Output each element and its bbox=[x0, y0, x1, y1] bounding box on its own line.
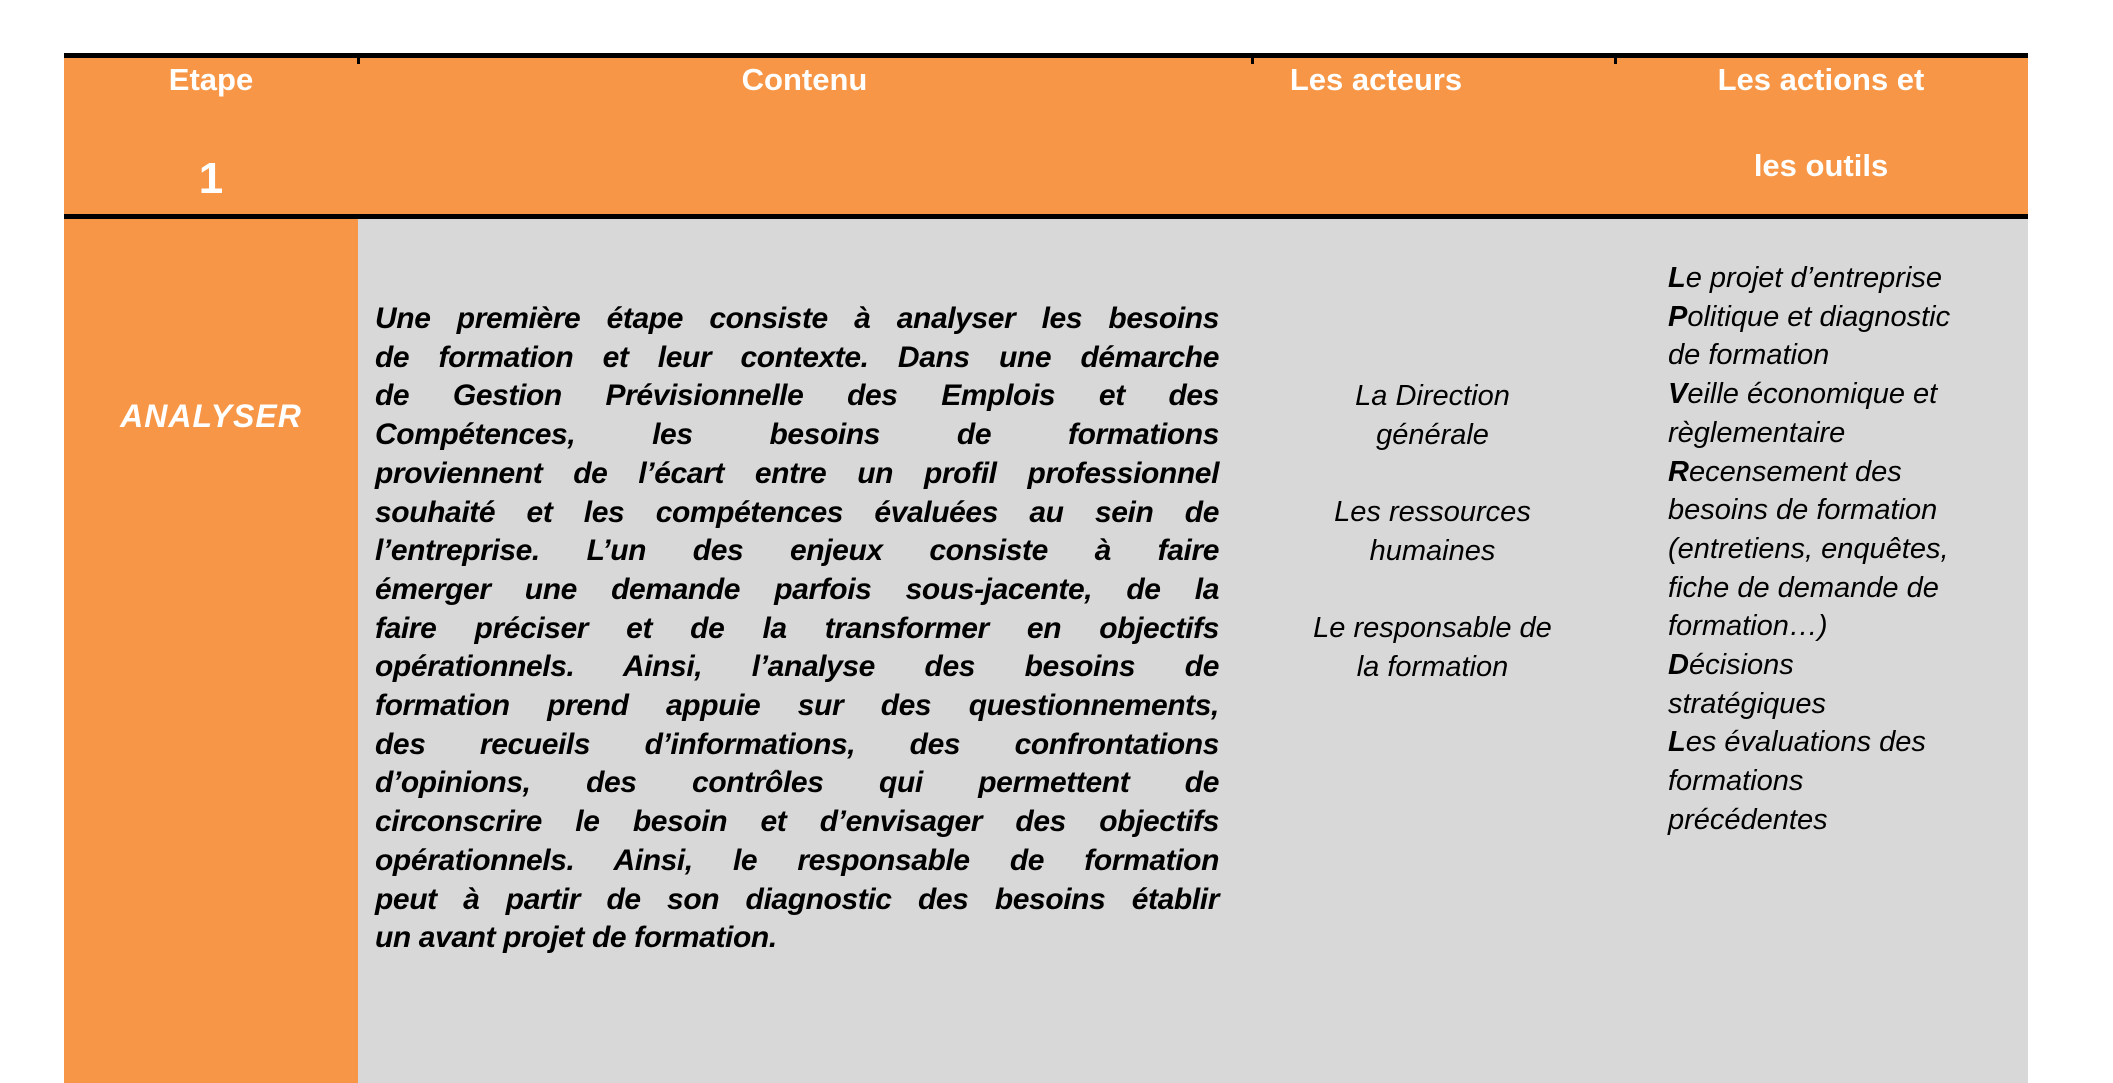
contenu-line: formation prend appuie sur des questionnements, bbox=[375, 689, 1219, 723]
header-contenu-label: Contenu bbox=[741, 62, 868, 97]
acteur-item bbox=[1251, 609, 1614, 686]
contenu-line: souhaité et les compétences évaluées au sein de bbox=[375, 495, 1219, 529]
acteur-text: générale bbox=[1376, 418, 1489, 451]
contenu-line: un avant projet de formation. bbox=[375, 921, 777, 955]
stage-name: ANALYSER bbox=[120, 398, 302, 434]
action-text-continued: formation…) bbox=[1668, 610, 1828, 643]
action-text-continued: fiche de demande de bbox=[1668, 571, 1939, 604]
acteur-item bbox=[1251, 493, 1614, 570]
column-divider-tick bbox=[1251, 58, 1254, 64]
contenu-line: opérationnels. Ainsi, le responsable de formation bbox=[375, 843, 1219, 877]
action-initial: P bbox=[1668, 300, 1688, 333]
contenu-line: de Gestion Prévisionnelle des Emplois et des bbox=[375, 379, 1219, 413]
action-item bbox=[1668, 375, 2008, 452]
action-item bbox=[1668, 453, 2008, 647]
header-actions-label-line2: les outils bbox=[1753, 148, 1889, 183]
action-text-continued: règlementaire bbox=[1668, 416, 1846, 449]
action-text-continued: précédentes bbox=[1668, 803, 1828, 836]
action-text-continued: (entretiens, enquêtes, bbox=[1668, 532, 1949, 565]
contenu-line: faire préciser et de la transformer en objectifs bbox=[375, 611, 1219, 645]
header-cell-acteurs bbox=[1251, 58, 1501, 214]
action-text: e projet d’entreprise bbox=[1685, 262, 1943, 294]
action-text: es évaluations des bbox=[1685, 726, 1926, 759]
acteur-text: la formation bbox=[1356, 650, 1509, 683]
action-text-continued: stratégiques bbox=[1668, 687, 1826, 720]
contenu-line: émerger une demande parfois sous-jacente, de la bbox=[375, 572, 1219, 606]
contenu-line: d’opinions, des contrôles qui permettent de bbox=[375, 766, 1219, 800]
header-etape-label: Etape bbox=[168, 62, 254, 97]
action-item bbox=[1668, 259, 2008, 298]
header-cell-actions bbox=[1614, 58, 2028, 214]
acteur-text: Le responsable de bbox=[1313, 612, 1552, 645]
acteur-text: La Direction bbox=[1355, 380, 1510, 412]
action-initial: D bbox=[1668, 649, 1689, 682]
contenu-line: Compétences, les besoins de formations bbox=[375, 418, 1219, 452]
stage-cell bbox=[64, 219, 358, 1083]
action-item bbox=[1668, 298, 2008, 375]
contenu-paragraph bbox=[375, 300, 1219, 958]
action-text: olitique et diagnostic bbox=[1687, 300, 1951, 333]
contenu-line: opérationnels. Ainsi, l’analyse des besoins de bbox=[375, 650, 1219, 684]
header-acteurs-label: Les acteurs bbox=[1289, 62, 1463, 97]
action-text-continued: formations bbox=[1668, 765, 1804, 798]
contenu-line: proviennent de l’écart entre un profil professionnel bbox=[375, 456, 1219, 490]
action-text-continued: besoins de formation bbox=[1668, 494, 1938, 527]
header-actions-label-line1: Les actions et bbox=[1717, 62, 1925, 97]
action-initial: L bbox=[1668, 726, 1686, 759]
action-initial: V bbox=[1668, 378, 1688, 411]
acteurs-list bbox=[1251, 377, 1614, 725]
column-divider-tick bbox=[1614, 58, 1617, 64]
header-cell-contenu bbox=[358, 58, 1251, 214]
contenu-line: peut à partir de son diagnostic des besoins établir bbox=[375, 882, 1219, 916]
action-text: eille économique et bbox=[1687, 378, 1938, 411]
contenu-line: l’entreprise. L’un des enjeux consiste à faire bbox=[375, 534, 1219, 568]
acteur-text: Les ressources bbox=[1334, 496, 1531, 529]
action-text: ecensement des bbox=[1688, 455, 1902, 488]
acteur-item bbox=[1251, 377, 1614, 454]
action-initial: R bbox=[1668, 455, 1689, 488]
header-cell-etape bbox=[64, 58, 358, 214]
action-item bbox=[1668, 646, 2008, 723]
contenu-line: des recueils d’informations, des confrontations bbox=[375, 727, 1219, 761]
action-text: écisions bbox=[1688, 649, 1794, 682]
action-item bbox=[1668, 723, 2008, 839]
contenu-line: Une première étape consiste à analyser les besoins bbox=[375, 302, 1219, 335]
header-etape-number: 1 bbox=[198, 154, 224, 203]
action-text-continued: de formation bbox=[1668, 339, 1830, 372]
contenu-line: de formation et leur contexte. Dans une démarche bbox=[375, 340, 1219, 374]
column-divider-tick bbox=[357, 58, 360, 64]
contenu-line: circonscrire le besoin et d’envisager des objectifs bbox=[375, 805, 1219, 839]
acteur-text: humaines bbox=[1369, 534, 1496, 567]
action-initial: L bbox=[1668, 262, 1686, 294]
actions-outils-list bbox=[1668, 259, 2008, 840]
